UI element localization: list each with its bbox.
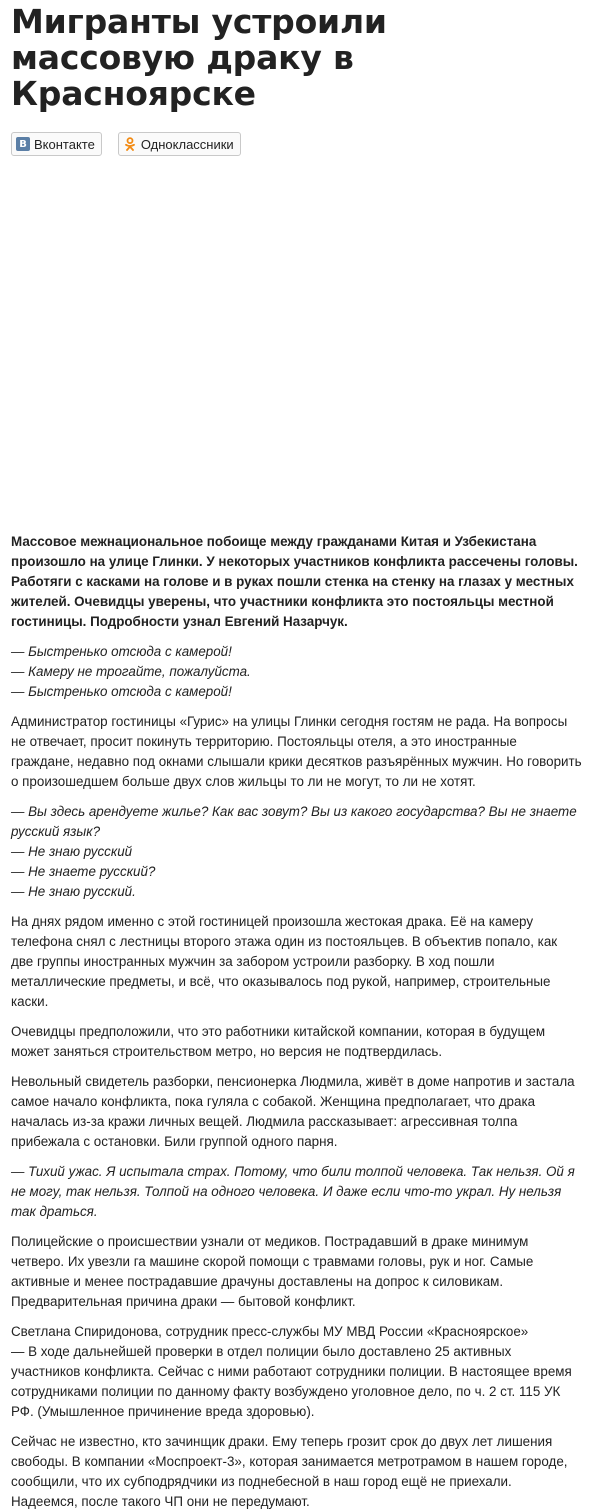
article-paragraph: Очевидцы предположили, что это работники китайской компании, которая в будущем может заняться строительством метро, но версия не подтвердилась.	[11, 1024, 546, 1059]
article-title: Мигранты устроили массовую драку в Красноярске	[11, 2, 387, 113]
quote-line: — Вы здесь арендуете жилье? Как вас зовут? Вы из какого государства? Вы не знаете русский язык?	[11, 804, 577, 839]
article-paragraph: Сейчас не известно, кто зачинщик драки. Ему теперь грозит срок до двух лет лишения свободы. В компании «Моспроект-3», которая занимается метротрамом в нашем городе, сообщили, что их субподрядчики из поднебесной в наш город ещё не приехали. Надеемся, после такого ЧП они не передумают.	[11, 1434, 568, 1509]
share-ok-label: Одноклассники	[140, 136, 234, 152]
vk-icon: В	[16, 137, 30, 151]
quote-block-3: — Тихий ужас. Я испытала страх. Потому, что били толпой человека. Так нельзя. Ой я не могу, так нельзя. Толпой на одного человека. И даже если что-то украл. Ну нельзя так драться.	[11, 1164, 575, 1219]
article-paragraph: Невольный свидетель разборки, пенсионерка Людмила, живёт в доме напротив и застала самое начало конфликта, пока гуляла с собакой. Женщина предполагает, что драка началась из-за кражи личных вещей. Людмила рассказывает: агрессивная толпа прибежала с остановки. Били группой одного парня.	[11, 1074, 575, 1149]
article-paragraph: Администратор гостиницы «Гурис» на улицы Глинки сегодня гостям не рада. На вопросы не отвечает, просит покинуть территорию. Постояльцы отеля, а это иностранные граждане, недавно под окнами слышали крики десятков разъярённых мужчин. Но говорить о произошедшем больше двух слов жильцы то ли не могут, то ли не хотят.	[11, 714, 582, 789]
article-body	[11, 532, 582, 1512]
quote-line: — Не знаю русский	[11, 844, 133, 859]
share-vk-label: Вконтакте	[34, 136, 95, 152]
quote-line: — Быстренько отсюда с камерой!	[11, 644, 232, 659]
embedded-media-area	[11, 156, 582, 532]
quote-line: — Быстренько отсюда с камерой!	[11, 684, 232, 699]
article-lead: Массовое межнациональное побоище между гражданами Китая и Узбекистана произошло на улице Глинки. У некоторых участников конфликта рассечены головы. Работяги с касками на голове и в руках пошли стенка на стенку на глазах у местных жителей. Очевидцы уверены, что участники конфликта это постояльцы местной гостиницы. Подробности узнал Евгений Назарчук.	[11, 534, 578, 629]
article-paragraph: На днях рядом именно с этой гостиницей произошла жестокая драка. Её на камеру телефона снял с лестницы второго этажа один из постояльцев. В объектив попало, как две группы иностранных мужчин за забором устроили разборку. В ход пошли металлические предметы, и всё, что оказывалось под рукой, например, строительные каски.	[11, 914, 558, 1009]
odnoklassniki-icon	[123, 137, 137, 151]
quote-block-2	[11, 802, 582, 902]
article-paragraph: Полицейские о происшествии узнали от медиков. Пострадавший в драке минимум четверо. Их увезли га машине скорой помощи с травмами головы, рук и ног. Самые активные и менее пострадавшие драчуны доставлены на допрос к силовикам. Предварительная причина драки — бытовой конфликт.	[11, 1234, 534, 1309]
quote-line: — Камеру не трогайте, пожалуйста.	[11, 664, 251, 679]
share-bar	[11, 132, 582, 156]
share-ok-button[interactable]	[118, 132, 241, 156]
press-statement	[11, 1322, 582, 1422]
quote-block-1	[11, 642, 582, 702]
article-page	[0, 4, 592, 1512]
quote-line: — Не знаю русский.	[11, 884, 136, 899]
press-attribution: Светлана Спиридонова, сотрудник пресс-службы МУ МВД России «Красноярское»	[11, 1324, 529, 1339]
share-vk-button[interactable]	[11, 132, 102, 156]
press-quote: — В ходе дальнейшей проверки в отдел полиции было доставлено 25 активных участников конфликта. Сейчас с ними работают сотрудники полиции. В настоящее время сотрудниками полиции по данному факту возбуждено уголовное дело, по ч. 2 ст. 115 УК РФ. (Умышленное причинение вреда здоровью).	[11, 1344, 572, 1419]
quote-line: — Не знаете русский?	[11, 864, 156, 879]
